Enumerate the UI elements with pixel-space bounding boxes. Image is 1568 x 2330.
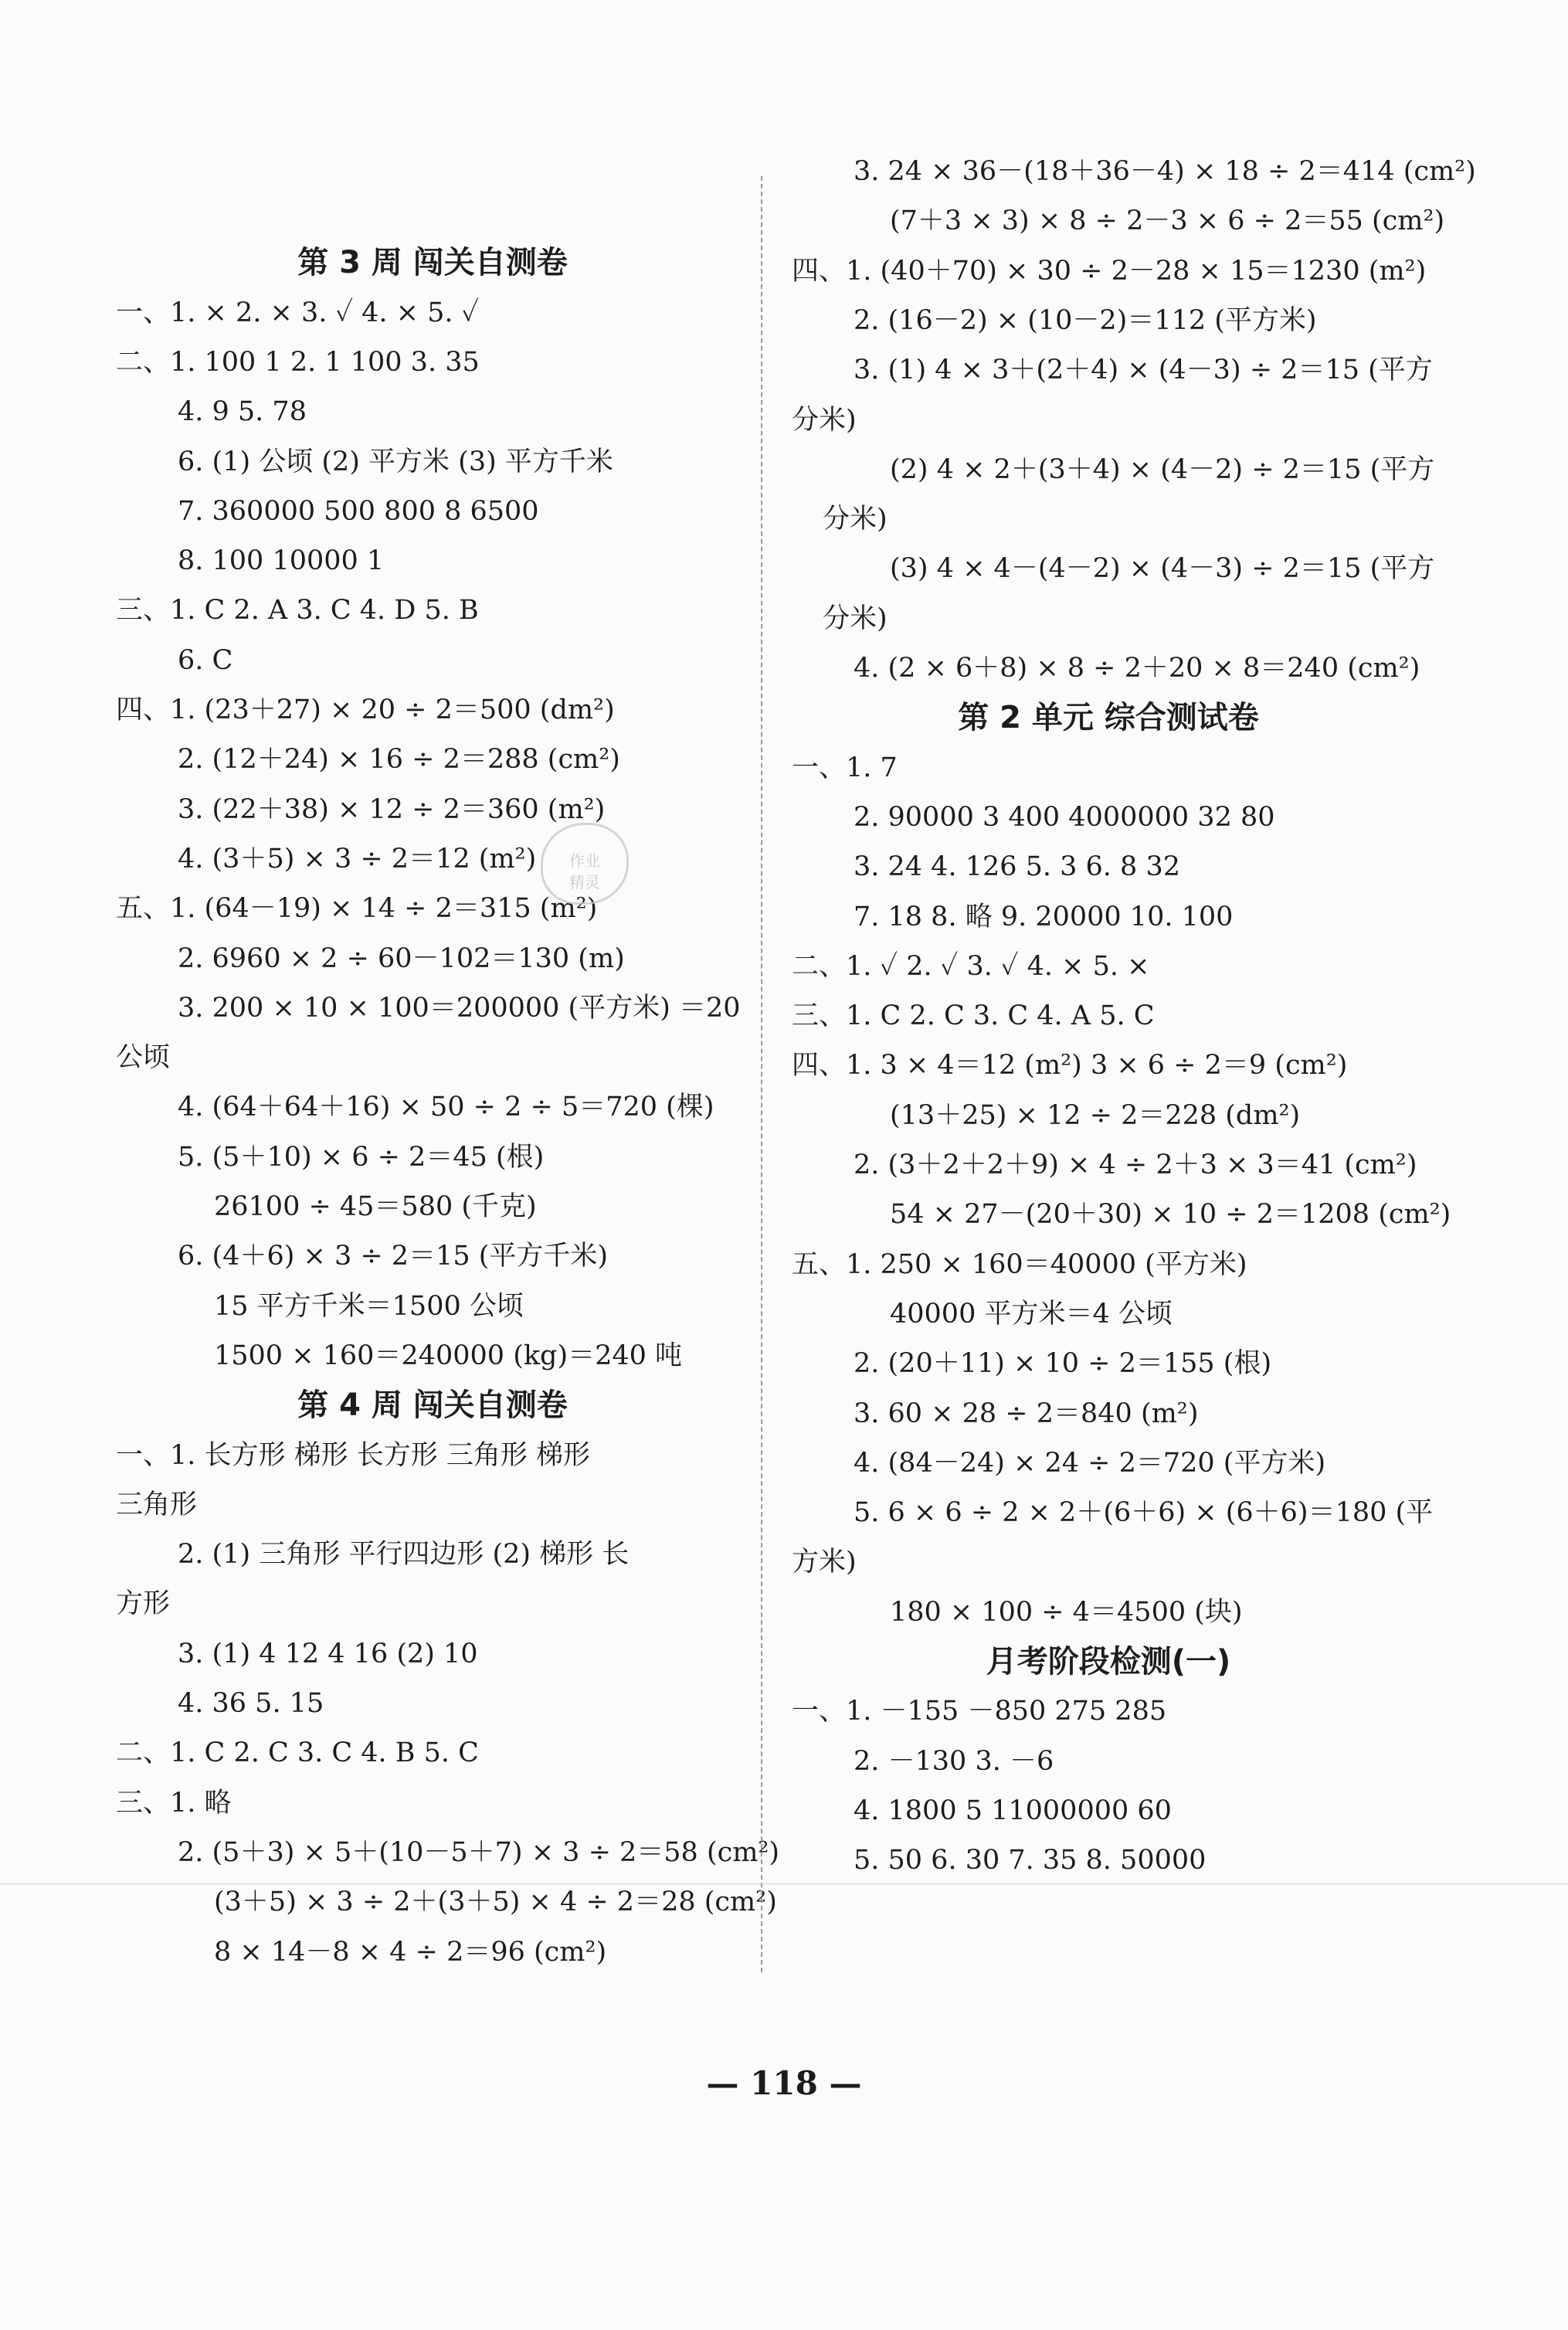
answer-line: 分米) <box>792 404 857 436</box>
answer-line: 2. (5＋3) × 5＋(10－5＋7) × 3 ÷ 2＝58 (cm²) <box>178 1836 780 1868</box>
answer-line: 2. (12＋24) × 16 ÷ 2＝288 (cm²) <box>178 744 620 776</box>
answer-line: 180 × 100 ÷ 4＝4500 (块) <box>890 1596 1243 1628</box>
answer-line: 5. (5＋10) × 6 ÷ 2＝45 (根) <box>178 1141 545 1173</box>
answer-line: 4. (84－24) × 24 ÷ 2＝720 (平方米) <box>854 1447 1326 1479</box>
section-heading: 第 3 周 闯关自测卷 <box>297 245 568 281</box>
answer-line: 2. 6960 × 2 ÷ 60－102＝130 (m) <box>178 943 625 974</box>
answer-line: 3. 24 × 36－(18＋36－4) × 18 ÷ 2＝414 (cm²) <box>854 156 1476 187</box>
answer-line: 四、1. (23＋27) × 20 ÷ 2＝500 (dm²) <box>116 695 615 725</box>
answer-line: 4. (2 × 6＋8) × 8 ÷ 2＋20 × 8＝240 (cm²) <box>854 653 1420 684</box>
answer-line: 6. (1) 公顷 (2) 平方米 (3) 平方千米 <box>178 446 613 477</box>
answer-line: 4. 9 5. 78 <box>178 396 307 428</box>
answer-line: 4. (3＋5) × 3 ÷ 2＝12 (m²) <box>178 843 537 875</box>
answer-line: 3. 200 × 10 × 100＝200000 (平方米) ＝20 <box>178 992 741 1024</box>
answer-line: 8 × 14－8 × 4 ÷ 2＝96 (cm²) <box>214 1936 607 1968</box>
answer-line: 5. 50 6. 30 7. 35 8. 50000 <box>854 1845 1207 1877</box>
answer-line: 公顷 <box>116 1042 171 1074</box>
answer-line: 一、1. 7 <box>792 752 898 783</box>
answer-line: 7. 360000 500 800 8 6500 <box>178 495 539 527</box>
stamp-text: 作业 <box>569 851 600 870</box>
answer-line: 15 平方千米＝1500 公顷 <box>214 1290 524 1322</box>
answer-line: 4. (64＋64＋16) × 50 ÷ 2 ÷ 5＝720 (棵) <box>178 1092 714 1123</box>
answer-line: 3. 60 × 28 ÷ 2＝840 (m²) <box>854 1398 1199 1429</box>
answer-line: 三角形 <box>116 1489 198 1520</box>
answer-line: 5. 6 × 6 ÷ 2 × 2＋(6＋6) × (6＋6)＝180 (平 <box>854 1497 1434 1529</box>
answer-line: 2. 90000 3 400 4000000 32 80 <box>854 801 1275 833</box>
answer-line: (3＋5) × 3 ÷ 2＋(3＋5) × 4 ÷ 2＝28 (cm²) <box>214 1887 777 1918</box>
answer-line: 二、1. 100 1 2. 1 100 3. 35 <box>116 346 480 378</box>
answer-line: 54 × 27－(20＋30) × 10 ÷ 2＝1208 (cm²) <box>890 1199 1451 1231</box>
answer-line: 四、1. (40＋70) × 30 ÷ 2－28 × 15＝1230 (m²) <box>792 255 1427 287</box>
answer-line: 40000 平方米＝4 公顷 <box>890 1298 1173 1330</box>
answer-line: 方米) <box>792 1547 857 1578</box>
answer-line: 3. 24 4. 126 5. 3 6. 8 32 <box>854 851 1180 883</box>
answer-line: 3. (22＋38) × 12 ÷ 2＝360 (m²) <box>178 793 606 825</box>
section-heading: 月考阶段检测(一) <box>986 1644 1231 1680</box>
answer-line: 2. (20＋11) × 10 ÷ 2＝155 (根) <box>854 1348 1272 1380</box>
answer-line: 3. (1) 4 12 4 16 (2) 10 <box>178 1638 478 1669</box>
answer-line: 2. －130 3. －6 <box>854 1745 1054 1777</box>
answer-line: 五、1. (64－19) × 14 ÷ 2＝315 (m²) <box>116 893 598 925</box>
answer-line: 一、1. 长方形 梯形 长方形 三角形 梯形 <box>116 1439 591 1471</box>
column-divider <box>761 176 762 1972</box>
answer-line: 6. (4＋6) × 3 ÷ 2＝15 (平方千米) <box>178 1241 609 1272</box>
page-number-value: 118 <box>750 2064 818 2102</box>
answer-line: 三、1. C 2. A 3. C 4. D 5. B <box>116 595 479 627</box>
answer-line: 4. 1800 5 11000000 60 <box>854 1795 1172 1826</box>
section-heading: 第 4 周 闯关自测卷 <box>297 1387 568 1424</box>
answer-line: (7＋3 × 3) × 8 ÷ 2－3 × 6 ÷ 2＝55 (cm²) <box>890 205 1445 237</box>
answer-line: 3. (1) 4 × 3＋(2＋4) × (4－3) ÷ 2＝15 (平方 <box>854 355 1433 386</box>
answer-line: 方形 <box>116 1588 171 1620</box>
answer-line: 2. (16－2) × (10－2)＝112 (平方米) <box>854 304 1317 336</box>
answer-line: 26100 ÷ 45＝580 (千克) <box>214 1191 537 1222</box>
stamp-text-2: 精灵 <box>569 873 600 892</box>
answer-line: 一、1. × 2. × 3. ✓ 4. × 5. ✓ <box>116 297 480 328</box>
answer-line: 分米) <box>823 504 888 535</box>
answer-line: 分米) <box>823 603 888 634</box>
answer-line: 4. 36 5. 15 <box>178 1688 324 1719</box>
answer-line: 8. 100 10000 1 <box>178 545 385 577</box>
answer-line: 三、1. C 2. C 3. C 4. A 5. C <box>792 1000 1155 1032</box>
answer-line: 1500 × 160＝240000 (kg)＝240 吨 <box>214 1340 683 1371</box>
answer-line: 2. (3＋2＋2＋9) × 4 ÷ 2＋3 × 3＝41 (cm²) <box>854 1150 1417 1180</box>
page-number: — 118 — <box>706 2064 862 2102</box>
answer-line: 一、1. －155 －850 275 285 <box>792 1696 1167 1727</box>
answer-line: 五、1. 250 × 160＝40000 (平方米) <box>792 1248 1247 1280</box>
answer-line: 四、1. 3 × 4＝12 (m²) 3 × 6 ÷ 2＝9 (cm²) <box>792 1050 1348 1082</box>
answer-line: 二、1. C 2. C 3. C 4. B 5. C <box>116 1737 479 1769</box>
answer-line: 二、1. ✓ 2. ✓ 3. ✓ 4. × 5. × <box>792 950 1150 982</box>
answer-line: (3) 4 × 4－(4－2) × (4－3) ÷ 2＝15 (平方 <box>890 553 1435 585</box>
answer-line: (2) 4 × 2＋(3＋4) × (4－2) ÷ 2＝15 (平方 <box>890 453 1435 485</box>
section-heading: 第 2 单元 综合测试卷 <box>958 700 1259 736</box>
answer-line: (13＋25) × 12 ÷ 2＝228 (dm²) <box>890 1099 1301 1131</box>
watermark-stamp <box>541 823 629 905</box>
scan-artifact-line <box>0 1883 1568 1884</box>
answer-line: 7. 18 8. 略 9. 20000 10. 100 <box>854 901 1234 932</box>
answer-line: 6. C <box>178 644 233 676</box>
answer-line: 三、1. 略 <box>116 1787 232 1819</box>
answer-line: 2. (1) 三角形 平行四边形 (2) 梯形 长 <box>178 1539 630 1571</box>
